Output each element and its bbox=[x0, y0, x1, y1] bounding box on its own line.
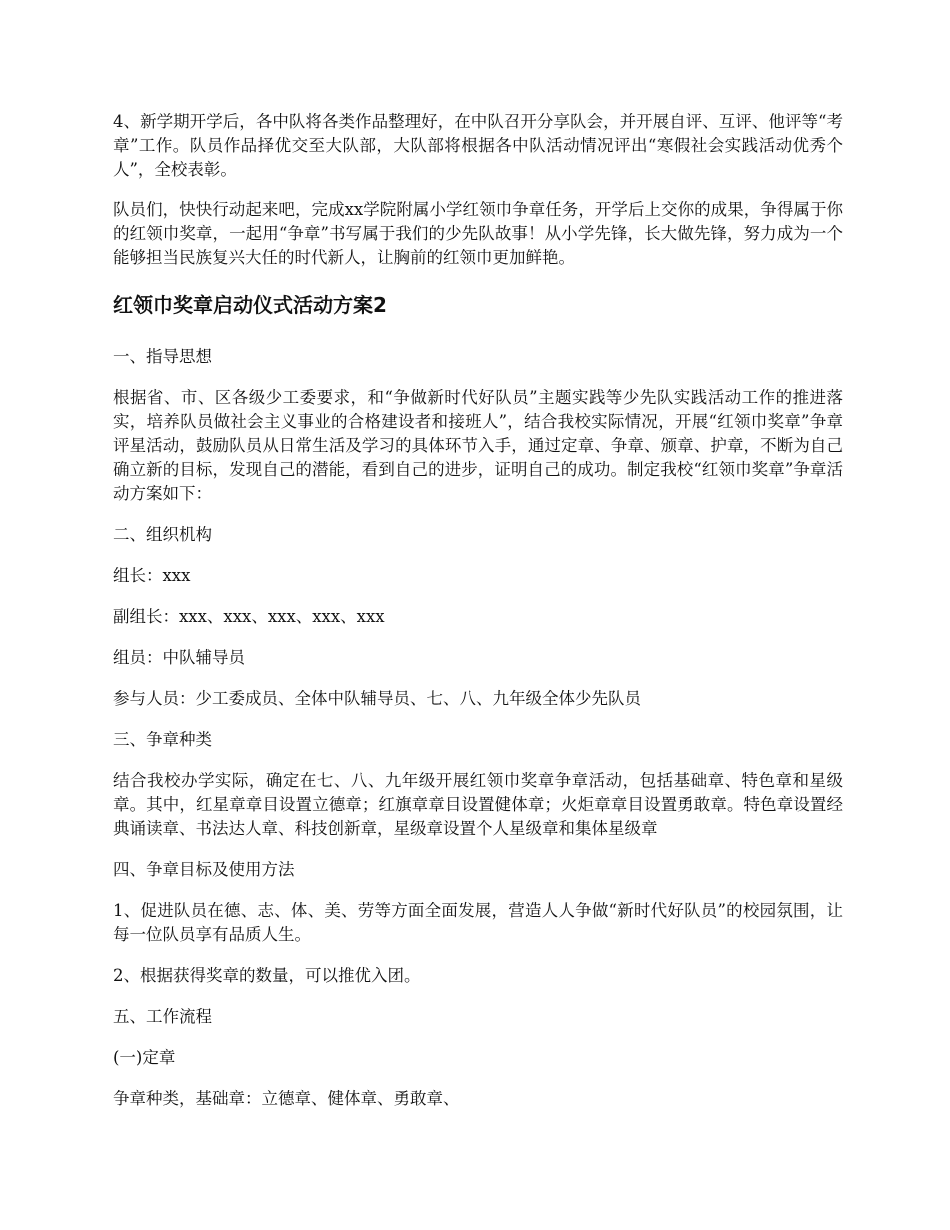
line-team-leader: 组长：xxx bbox=[113, 566, 191, 585]
document-page bbox=[113, 110, 843, 1128]
paragraph-guiding-ideology: 根据省、市、区各级少工委要求，和“争做新时代好队员”主题实践等少先队实践活动工作的推进落实，培养队员做社会主义事业的合格建设者和接班人”，结合我校实际情况，开展“红领巾奖章”争章评星活动，鼓励队员从日常生活及学习的具体环节入手，通过定章、争章、颁章、护章，不断为自己确立新的目标，发现自己的潜能，看到自己的进步，证明自己的成功。制定我校“红领巾奖章”争章活动方案如下： bbox=[113, 388, 843, 503]
section-heading: 红领巾奖章启动仪式活动方案2 bbox=[113, 293, 387, 317]
heading-guiding-ideology: 一、指导思想 bbox=[113, 347, 212, 366]
paragraph-badge-types: 结合我校办学实际，确定在七、八、九年级开展红领巾奖章争章活动，包括基础章、特色章和星级章。其中，红星章章目设置立德章；红旗章章目设置健体章；火炬章章目设置勇敢章。特色章设置经典诵读章、书法达人章、科技创新章，星级章设置个人星级章和集体星级章 bbox=[113, 771, 843, 838]
paragraph-badge-categories: 争章种类，基础章：立德章、健体章、勇敢章、 bbox=[113, 1089, 460, 1108]
paragraph-goal-1: 1、促进队员在德、志、体、美、劳等方面全面发展，营造人人争做“新时代好队员”的校园氛围，让每一位队员享有品质人生。 bbox=[113, 901, 843, 944]
paragraph-call-to-action: 队员们，快快行动起来吧，完成xx学院附属小学红领巾争章任务，开学后上交你的成果，争得属于你的红领巾奖章，一起用“争章”书写属于我们的少先队故事！从小学先锋，长大做先锋，努力成为一个能够担当民族复兴大任的时代新人，让胸前的红领巾更加鲜艳。 bbox=[113, 200, 843, 267]
subheading-set-badges: (一)定章 bbox=[113, 1048, 176, 1067]
paragraph-goal-2: 2、根据获得奖章的数量，可以推优入团。 bbox=[113, 966, 421, 985]
line-members: 组员：中队辅导员 bbox=[113, 648, 245, 667]
heading-badge-types: 三、争章种类 bbox=[113, 730, 212, 749]
heading-workflow: 五、工作流程 bbox=[113, 1007, 212, 1026]
paragraph-activity-step-4: 4、新学期开学后，各中队将各类作品整理好，在中队召开分享队会，并开展自评、互评、他评等“考章”工作。队员作品择优交至大队部，大队部将根据各中队活动情况评出“寒假社会实践活动优秀个人”，全校表彰。 bbox=[113, 112, 843, 179]
heading-goals-usage: 四、争章目标及使用方法 bbox=[113, 860, 295, 879]
line-participants: 参与人员：少工委成员、全体中队辅导员、七、八、九年级全体少先队员 bbox=[113, 689, 641, 708]
line-deputy-leaders: 副组长：xxx、xxx、xxx、xxx、xxx bbox=[113, 607, 385, 626]
heading-organization: 二、组织机构 bbox=[113, 525, 212, 544]
